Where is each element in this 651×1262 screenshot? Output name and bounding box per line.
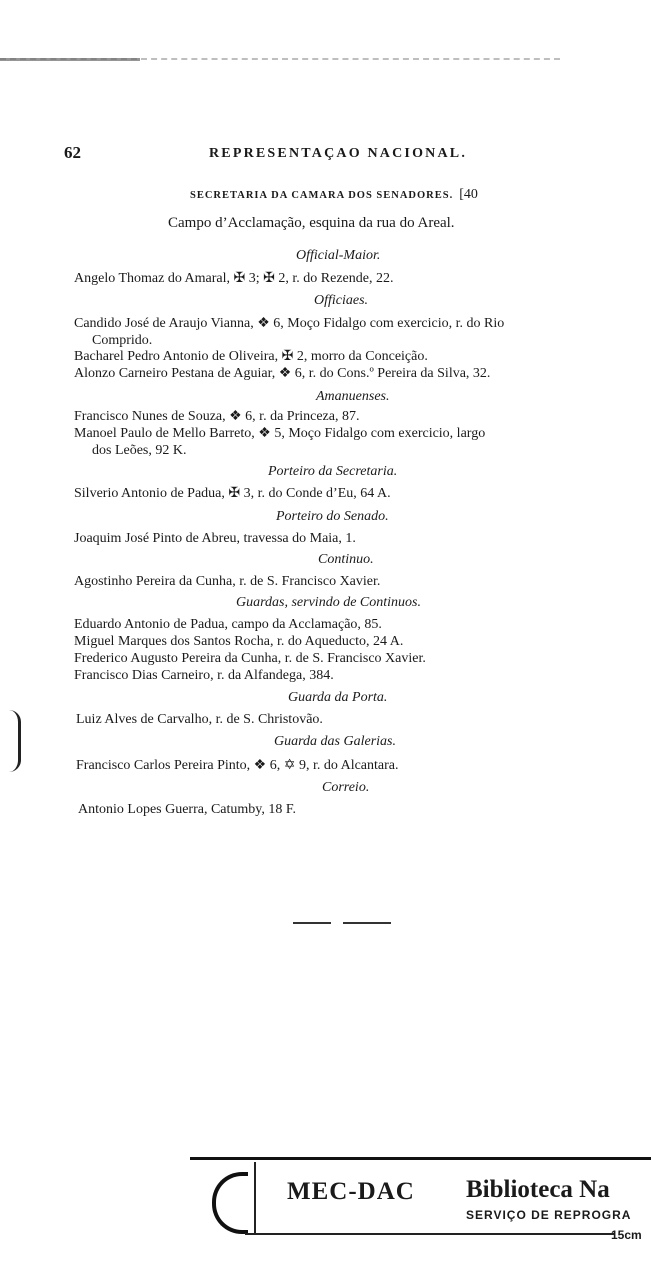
heading-continuo: Continuo. [318, 552, 374, 567]
heading-official-maior: Official-Maior. [296, 248, 381, 263]
end-rule-right [343, 922, 391, 924]
entry-silverio-antonio: Silverio Antonio de Padua, ✠ 3, r. do Conde d’Eu, 64 A. [74, 486, 391, 501]
entry-frederico-augusto: Frederico Augusto Pereira da Cunha, r. de S. Francisco Xavier. [74, 651, 426, 666]
entry-luiz-alves: Luiz Alves de Carvalho, r. de S. Christovão. [76, 712, 323, 727]
entry-candido-jose: Candido José de Araujo Vianna, ❖ 6, Moço Fidalgo com exercicio, r. do Rio [74, 316, 505, 331]
heading-guarda-galerias: Guarda das Galerias. [274, 734, 396, 749]
scan-edge-mark [0, 58, 140, 61]
section-title-text: SECRETARIA DA CAMARA DOS SENADORES. [190, 190, 454, 201]
entry-angelo-thomaz: Angelo Thomaz do Amaral, ✠ 3; ✠ 2, r. do Rezende, 22. [74, 271, 394, 286]
section-bracket-number: [40 [459, 187, 478, 202]
stamp-top-bar [190, 1157, 651, 1160]
entry-miguel-marques: Miguel Marques dos Santos Rocha, r. do Aqueducto, 24 A. [74, 634, 404, 649]
margin-bracket-mark [0, 710, 21, 772]
stamp-mec-dac: MEC-DAC [287, 1178, 415, 1205]
heading-guarda-porta: Guarda da Porta. [288, 690, 388, 705]
entry-alonzo-carneiro: Alonzo Carneiro Pestana de Aguiar, ❖ 6, r. do Cons.º Pereira da Silva, 32. [74, 366, 491, 381]
entry-francisco-nunes: Francisco Nunes de Souza, ❖ 6, r. da Princeza, 87. [74, 409, 360, 424]
heading-guardas: Guardas, servindo de Continuos. [236, 595, 421, 610]
entry-manoel-paulo: Manoel Paulo de Mello Barreto, ❖ 5, Moço Fidalgo com exercicio, largo [74, 426, 486, 441]
section-title [190, 187, 478, 203]
heading-officiaes: Officiaes. [314, 293, 369, 308]
stamp-scale-bar [245, 1233, 615, 1235]
heading-correio: Correio. [322, 780, 370, 795]
stamp-divider [254, 1162, 256, 1234]
entry-candido-jose-cont: Comprido. [92, 333, 153, 348]
end-rule-left [293, 922, 331, 924]
entry-francisco-carlos: Francisco Carlos Pereira Pinto, ❖ 6, ✡ 9, r. do Alcantara. [76, 758, 399, 773]
stamp-biblioteca: Biblioteca Na [466, 1176, 610, 1203]
stamp-scale-label: 15cm [611, 1228, 642, 1242]
running-head: REPRESENTAÇAO NACIONAL. [208, 146, 468, 161]
entry-joaquim-jose: Joaquim José Pinto de Abreu, travessa do Maia, 1. [74, 531, 356, 546]
entry-agostinho-pereira: Agostinho Pereira da Cunha, r. de S. Francisco Xavier. [74, 574, 381, 589]
entry-pedro-antonio: Bacharel Pedro Antonio de Oliveira, ✠ 2, morro da Conceição. [74, 349, 428, 364]
heading-porteiro-senado: Porteiro do Senado. [276, 509, 389, 524]
entry-francisco-dias: Francisco Dias Carneiro, r. da Alfandega, 384. [74, 668, 334, 683]
entry-antonio-lopes: Antonio Lopes Guerra, Catumby, 18 F. [78, 802, 297, 817]
section-address: Campo d’Acclamação, esquina da rua do Areal. [168, 215, 455, 231]
entry-manoel-paulo-cont: dos Leões, 92 K. [92, 443, 187, 458]
page-number: 62 [64, 143, 81, 162]
heading-porteiro-secretaria: Porteiro da Secretaria. [268, 464, 398, 479]
heading-amanuenses: Amanuenses. [316, 389, 390, 404]
stamp-subtitle: SERVIÇO DE REPROGRA [466, 1208, 632, 1222]
entry-eduardo-antonio: Eduardo Antonio de Padua, campo da Acclamação, 85. [74, 617, 382, 632]
stamp-logo-c [212, 1172, 248, 1234]
